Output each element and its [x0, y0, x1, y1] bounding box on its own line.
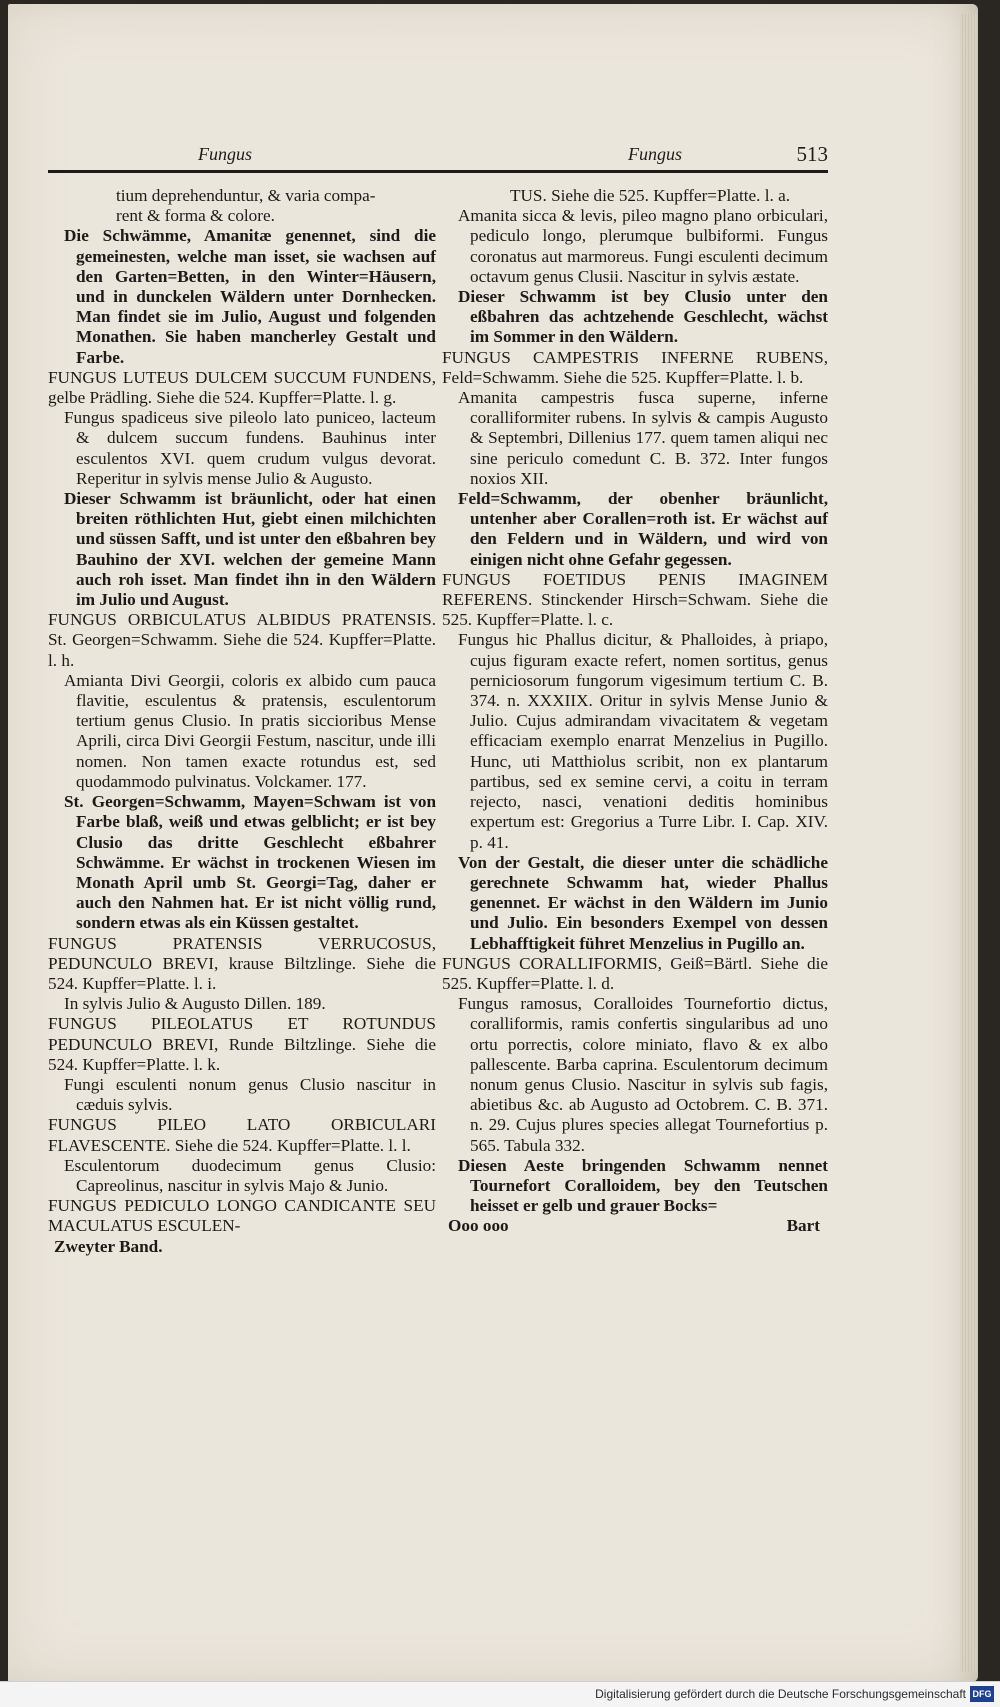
left-paragraph-head: FUNGUS ORBICULATUS ALBIDUS PRATENSIS. St. Georgen=Schwamm. Siehe die 524. Kupffer=Platte. l. h. [48, 610, 436, 670]
header-left-title: Fungus [198, 144, 252, 164]
dfg-logo-icon: DFG [970, 1686, 994, 1702]
right-paragraph-lat: Fungus hic Phallus dicitur, & Phalloides, à priapo, cujus figuram exacte refert, nomen sortitus, genus perniciosorum fungorum vigesimum tertium C. B. 374. n. XXXIIX. Oritur in sylvis Mense Junio & Julio. Cujus admirandam vivacitatem & vegetam efficaciam exemplo enarrat Menzelius in Pugillo. Hunc, uti Matthiolus scribit, non ex plantarum partibus, sed ex semine cervi, a coitu in terram rejecto, nasci, venationi deditis hominibus expertum est: Gregorius a Turre Libr. I. Cap. XIV. p. 41. [458, 630, 828, 852]
left-paragraph-ger: Die Schwämme, Amanitæ genennet, sind die gemeinesten, welche man isset, sie wachsen auf den Garten=Betten, in den Winter=Häusern, und in dunckelen Wäldern unter Dornhecken. Man findet sie im Julio, August und folgenden Monathen. Sie haben mancherley Gestalt und Farbe. [64, 226, 436, 367]
right-paragraph-ger: Diesen Aeste bringenden Schwamm nennet Tournefort Coralloidem, bey den Teutschen heisset er gelb und grauer Bocks= [458, 1155, 828, 1216]
right-paragraph-ger: Feld=Schwamm, der obenher bräunlicht, untenher aber Corallen=roth ist. Er wächst auf den Feldern und in Wäldern, und wird von einigen nicht ohne Gefahr gegessen. [458, 489, 828, 569]
left-paragraph-ger: St. Georgen=Schwamm, Mayen=Schwam ist von Farbe blaß, weiß und etwas gelblicht; er ist bey Clusio das dritte Geschlecht eßbahrer Schwämme. Er wächst in trockenen Wiesen im Monath April umb St. Georgi=Tag, daher er auch den Nahmen hat. Er ist nicht völlig rund, sondern etwas als ein Küssen gestaltet. [64, 792, 436, 933]
right-catchword [442, 1216, 828, 1236]
left-paragraph-head: FUNGUS PRATENSIS VERRUCOSUS, PEDUNCULO BREVI, krause Biltzlinge. Siehe die 524. Kupffer=Platte. l. i. [48, 933, 436, 993]
right-paragraph-ger: Von der Gestalt, die dieser unter die schädliche gerechnete Schwamm hat, wieder Phallus genennet. Er wächst in den Wäldern im Junio und Julio. Ein besonders Exempel von dessen Lebhafftigkeit führet Menzelius in Pugillo an. [458, 852, 828, 953]
book-page [8, 4, 978, 1682]
right-catchword-right: Bart [786, 1216, 820, 1236]
left-paragraph-ger: Dieser Schwamm ist bräunlicht, oder hat einen breiten röthlichten Hut, giebt einen milchichten und süssen Safft, und ist unter den eßbahren bey Bauhino der XVI. welchen der gemeine Mann auch roh isset. Man findet ihn in den Wäldern im Julio und August. [64, 489, 436, 610]
left-column [48, 186, 436, 1257]
right-paragraph-ger: Dieser Schwamm ist bey Clusio unter den eßbahren das achtzehende Geschlecht, wächst im Sommer in den Wäldern. [458, 287, 828, 347]
left-paragraph-head: FUNGUS LUTEUS DULCEM SUCCUM FUNDENS, gelbe Prädling. Siehe die 524. Kupffer=Platte. l. g. [48, 367, 436, 408]
right-paragraph-lat: Amanita sicca & levis, pileo magno plano orbiculari, pediculo longo, plerumque bulbiformi. Fungus coronatus aut marmoreus. Fungi esculenti decimum octavum genus Clusii. Nascitur in sylvis æstate. [458, 206, 828, 286]
running-header [48, 142, 828, 173]
left-paragraph-lat: Fungi esculenti nonum genus Clusio nascitur in cæduis sylvis. [64, 1074, 436, 1115]
right-column [442, 186, 828, 1237]
right-paragraph-lat: Fungus ramosus, Coralloides Tournefortio dictus, coralliformis, ramis confertis singularibus ad uno ortu porrectis, colore miniato, flavo & ex albo pallescente. Barba caprina. Esculentorum decimum nonum genus Clusio. Nascitur in sylvis sub fagis, abietibus &c. ab Augusto ad Octobrem. C. B. 371. n. 29. Cujus plures species allegat Tournefortius p. 565. Tabula 332. [458, 994, 828, 1155]
footer-credit: Digitalisierung gefördert durch die Deutsche Forschungsgemeinschaft [595, 1687, 966, 1701]
right-paragraph-lat: Amanita campestris fusca superne, inferne coralliformiter rubens. In sylvis & campis Augusto & Septembri, Dillenius 177. quem tamen aliqui nec sine periculo comedunt C. B. 372. Inter fungos noxios XII. [458, 388, 828, 488]
right-paragraph-cont: TUS. Siehe die 525. Kupffer=Platte. l. a. [510, 186, 791, 205]
page-number: 513 [796, 142, 828, 166]
right-paragraph-head: FUNGUS FOETIDUS PENIS IMAGINEM REFERENS. Stinckender Hirsch=Schwam. Siehe die 525. Kupffer=Platte. l. c. [442, 569, 828, 630]
left-paragraph-cont: rent & forma & colore. [116, 206, 275, 226]
left-paragraph-lat: Amianta Divi Georgii, coloris ex albido cum pauca flavitie, esculentus & pratensis, esculentorum tertium genus Clusio. In pratis siccioribus Mense Aprili, circa Divi Georgii Festum, nascitur, unde illi nomen. Non tamen exacte rotundus est, sed quodammodo pulvinatus. Volckamer. 177. [64, 670, 436, 791]
right-paragraph-head: FUNGUS CAMPESTRIS INFERNE RUBENS, Feld=Schwamm. Siehe die 525. Kupffer=Platte. l. b. [442, 347, 828, 387]
header-center-title: Fungus [628, 144, 682, 164]
left-catchword-right [428, 1237, 436, 1257]
right-catchword-left: Ooo ooo [448, 1216, 509, 1236]
left-paragraph-head: FUNGUS PEDICULO LONGO CANDICANTE SEU MACULATUS ESCULEN- [48, 1196, 436, 1236]
left-paragraph-head: FUNGUS PILEO LATO ORBICULARI FLAVESCENTE. Siehe die 524. Kupffer=Platte. l. l. [48, 1115, 436, 1155]
left-catchword-left: Zweyter Band. [54, 1236, 163, 1256]
left-catchword [48, 1237, 436, 1257]
right-paragraph-head: FUNGUS CORALLIFORMIS, Geiß=Bärtl. Siehe die 525. Kupffer=Platte. l. d. [442, 953, 828, 993]
left-paragraph-lat: In sylvis Julio & Augusto Dillen. 189. [64, 994, 326, 1014]
left-paragraph-head: FUNGUS PILEOLATUS ET ROTUNDUS PEDUNCULO BREVI, Runde Biltzlinge. Siehe die 524. Kupffer=Platte. l. k. [48, 1014, 436, 1074]
left-paragraph-lat: Esculentorum duodecimum genus Clusio: Capreolinus, nascitur in sylvis Majo & Junio. [64, 1155, 436, 1195]
left-paragraph-cont: tium deprehenduntur, & varia compa- [116, 186, 376, 205]
left-paragraph-lat: Fungus spadiceus sive pileolo lato puniceo, lacteum & dulcem succum fundens. Bauhinus inter esculentos XVI. quem crudum vulgus devorat. Reperitur in sylvis mense Julio & Augusto. [64, 408, 436, 488]
page-edges [960, 14, 978, 1672]
digitization-footer [0, 1681, 1000, 1707]
